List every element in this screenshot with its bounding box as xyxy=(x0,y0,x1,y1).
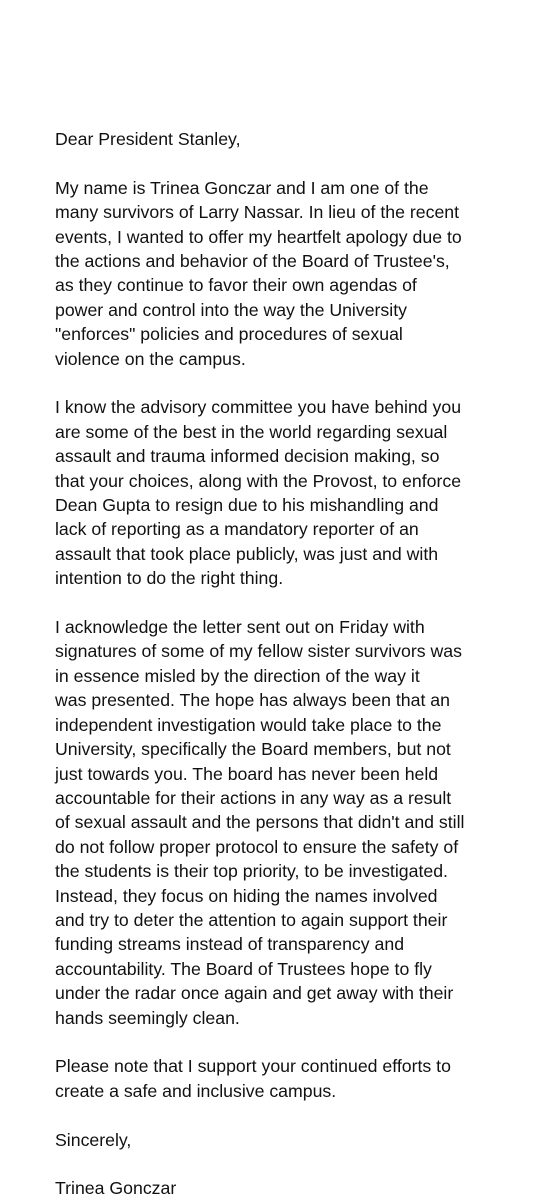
paragraph-line: independent investigation would take place to the xyxy=(55,714,442,735)
paragraph-line: Instead, they focus on hiding the names involved xyxy=(55,885,438,906)
signature: Trinea Gonczar xyxy=(55,1178,177,1199)
paragraph-line: the students is their top priority, to be investigated. xyxy=(55,861,448,882)
paragraph-line: create a safe and inclusive campus. xyxy=(55,1080,337,1101)
letter-body xyxy=(55,127,543,1201)
paragraph-line: Please note that I support your continued efforts to xyxy=(55,1056,451,1077)
paragraph-line: just towards you. The board has never been held xyxy=(55,763,439,784)
paragraph-line: power and control into the way the University xyxy=(55,299,407,320)
paragraph-line: intention to do the right thing. xyxy=(55,568,284,589)
paragraph-line: University, specifically the Board members, but not xyxy=(55,739,451,760)
paragraph-line: Dean Gupta to resign due to his mishandling and xyxy=(55,495,439,516)
paragraph-line: assault that took place publicly, was just and with xyxy=(55,543,439,564)
paragraph-line: in essence misled by the direction of the way it xyxy=(55,665,420,686)
paragraph-line: hands seemingly clean. xyxy=(55,1007,240,1028)
paragraph-3 xyxy=(55,615,543,1030)
paragraph-line: violence on the campus. xyxy=(55,348,246,369)
paragraph-line: the actions and behavior of the Board of Trustee's, xyxy=(55,251,450,272)
paragraph-line: many survivors of Larry Nassar. In lieu of the recent xyxy=(55,202,460,223)
salutation: Dear President Stanley, xyxy=(55,129,241,149)
paragraph-line: and try to deter the attention to again support their xyxy=(55,909,448,930)
paragraph-line: My name is Trinea Gonczar and I am one of the xyxy=(55,177,429,198)
paragraph-line: as they continue to favor their own agendas of xyxy=(55,275,417,296)
paragraph-line: was presented. The hope has always been that an xyxy=(55,690,450,711)
paragraph-line: I know the advisory committee you have behind you xyxy=(55,397,462,418)
paragraph-line: signatures of some of my fellow sister survivors was xyxy=(55,641,462,662)
paragraph-line: assault and trauma informed decision making, so xyxy=(55,446,440,467)
paragraph-1 xyxy=(55,176,543,371)
paragraph-line: lack of reporting as a mandatory reporter of an xyxy=(55,519,419,540)
paragraph-line: accountability. The Board of Trustees hope to fly xyxy=(55,958,432,979)
paragraph-line: of sexual assault and the persons that didn't and still xyxy=(55,812,465,833)
paragraph-line: under the radar once again and get away with their xyxy=(55,983,454,1004)
paragraph-line: I acknowledge the letter sent out on Friday with xyxy=(55,617,425,638)
paragraph-line: events, I wanted to offer my heartfelt apology due to xyxy=(55,226,462,247)
paragraph-line: do not follow proper protocol to ensure the safety of xyxy=(55,836,459,857)
paragraph-line: accountable for their actions in any way as a result xyxy=(55,787,452,808)
paragraph-line: "enforces" policies and procedures of sexual xyxy=(55,324,403,345)
closing: Sincerely, xyxy=(55,1129,132,1150)
paragraph-4 xyxy=(55,1054,543,1103)
paragraph-line: funding streams instead of transparency and xyxy=(55,934,405,955)
paragraph-line: that your choices, along with the Provost, to enforce xyxy=(55,470,462,491)
paragraph-line: are some of the best in the world regarding sexual xyxy=(55,421,448,442)
paragraph-2 xyxy=(55,395,543,590)
